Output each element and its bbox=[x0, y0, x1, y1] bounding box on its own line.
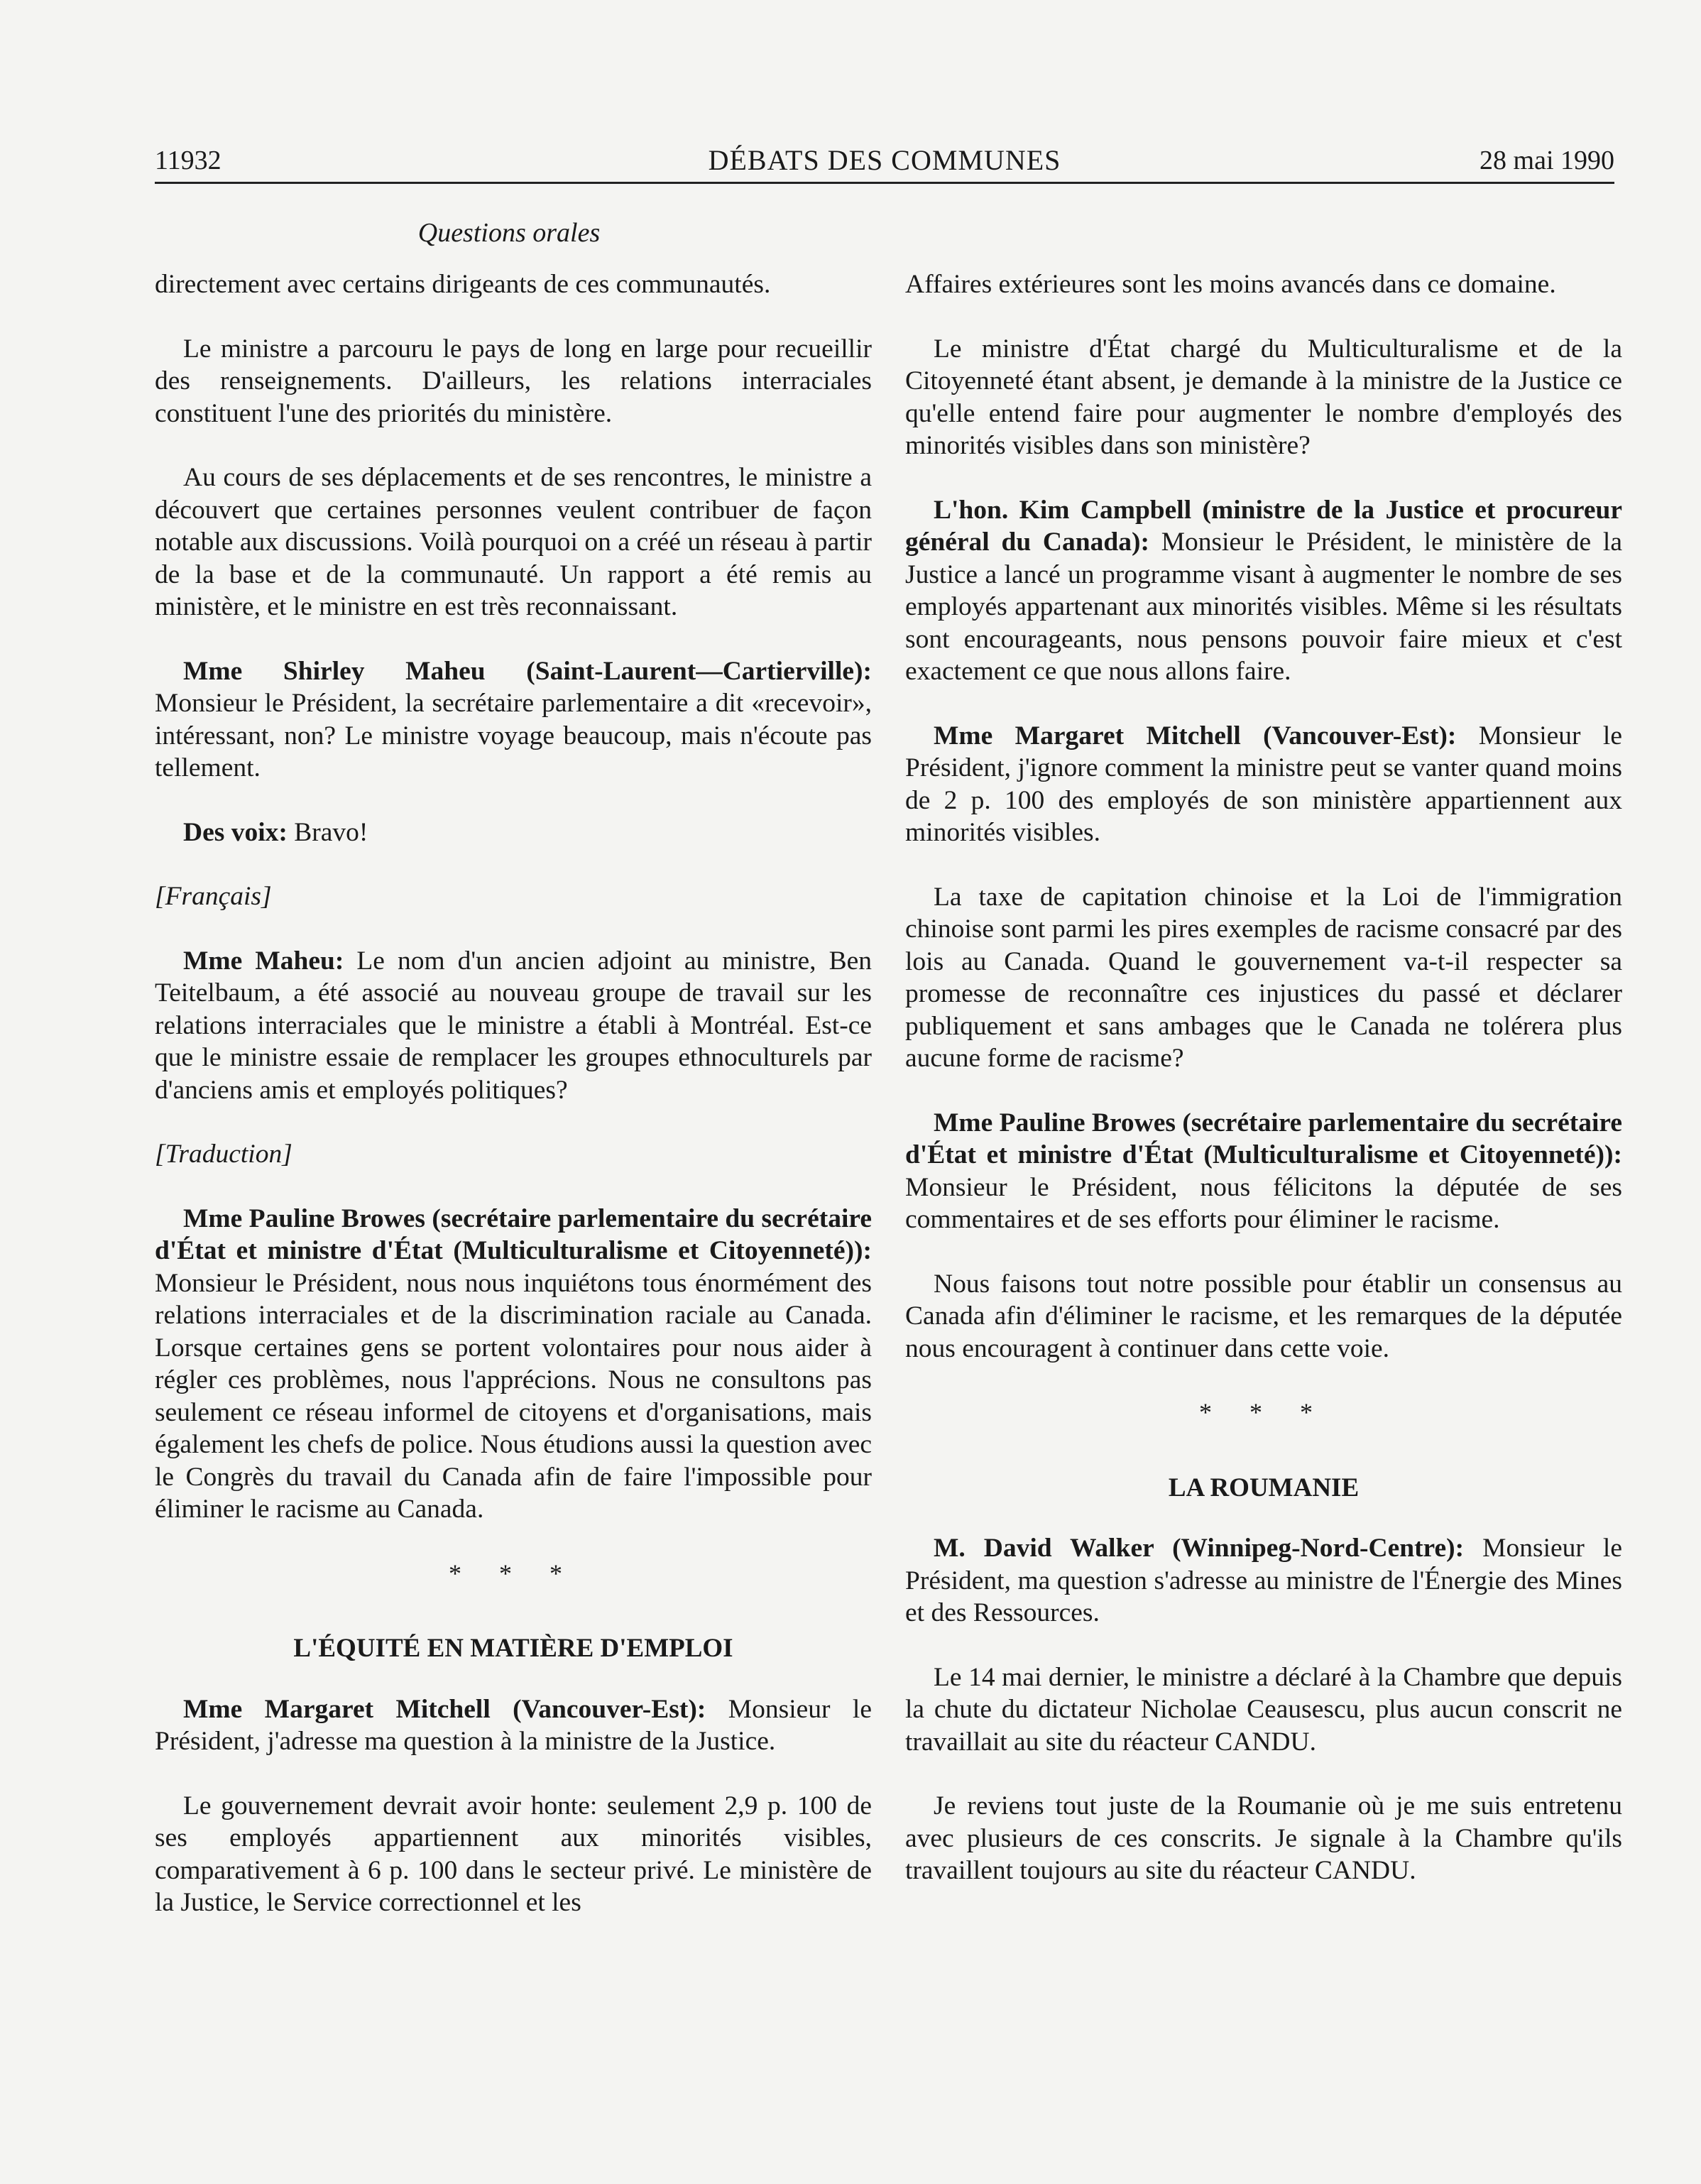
language-tag-text: [Traduction] bbox=[155, 1140, 292, 1169]
paragraph bbox=[155, 1203, 872, 1526]
paragraph-text: Le 14 mai dernier, le ministre a déclaré à la Chambre que depuis la chute du dictateur Nicholae Ceausescu, plus aucun conscrit ne travaillait au site du réacteur CANDU. bbox=[905, 1662, 1622, 1757]
right-column bbox=[905, 268, 1622, 1919]
paragraph-text: Monsieur le Président, la secrétaire parlementaire a dit «recevoir», intéressant, non? Le ministre voyage beaucoup, mais n'écoute pas tellement. bbox=[155, 689, 872, 782]
section-heading: L'ÉQUITÉ EN MATIÈRE D'EMPLOI bbox=[293, 1634, 733, 1663]
language-tag-text: [Français] bbox=[155, 882, 272, 911]
language-tag bbox=[155, 1138, 872, 1171]
section-label: Questions orales bbox=[417, 218, 601, 248]
speaker-name: L'hon. Kim Campbell (ministre de la Justice et procureur général du Canada): bbox=[905, 495, 1622, 557]
paragraph-text: Monsieur le Président, le ministère de la Justice a lancé un programme visant à augmenter le nombre de ses employés appartenant aux minorités visibles. Même si les résultats sont encourageants, nous pensons pouvoir faire mieux et c'est exactement ce que nous allons faire. bbox=[905, 528, 1622, 686]
paragraph bbox=[905, 1532, 1622, 1629]
paragraph-text: Nous faisons tout notre possible pour établir un consensus au Canada afin d'éliminer le racisme, et les remarques de la députée nous encouragent à continuer dans cette voie. bbox=[905, 1269, 1622, 1363]
paragraph bbox=[155, 462, 872, 623]
publication-date: 28 mai 1990 bbox=[1480, 146, 1614, 175]
paragraph-text: Monsieur le Président, nous félicitons la députée de ses commentaires et de ses efforts pour éliminer le racisme. bbox=[905, 1172, 1622, 1234]
paragraph-text: Monsieur le Président, j'adresse ma question à la ministre de la Justice. bbox=[155, 1694, 872, 1756]
paragraph bbox=[905, 1268, 1622, 1365]
paragraph bbox=[155, 655, 872, 785]
paragraph bbox=[905, 494, 1622, 688]
language-tag bbox=[155, 880, 872, 913]
paragraph-text: Le ministre d'État chargé du Multiculturalisme et de la Citoyenneté étant absent, je demande à la ministre de la Justice ce qu'elle entend faire pour augmenter le nombre d'employés des minorités visibles dans son ministère? bbox=[905, 334, 1622, 460]
page-header bbox=[155, 139, 1614, 184]
page-number: 11932 bbox=[155, 146, 221, 175]
speaker-name: Mme Pauline Browes (secrétaire parlementaire du secrétaire d'État et ministre d'État (Multiculturalisme et Citoyenneté)): bbox=[905, 1108, 1622, 1169]
publication-title: DÉBATS DES COMMUNES bbox=[708, 144, 1061, 176]
paragraph-text: Je reviens tout juste de la Roumanie où je me suis entretenu avec plusieurs de ces conscrits. Je signale à la Chambre qu'ils travaillent toujours au site du réacteur CANDU. bbox=[905, 1791, 1622, 1885]
paragraph bbox=[905, 881, 1622, 1075]
speaker-name: Mme Pauline Browes (secrétaire parlementaire du secrétaire d'État et ministre d'État (Multiculturalisme et Citoyenneté)): bbox=[155, 1203, 872, 1265]
speaker-name: M. David Walker (Winnipeg-Nord-Centre): bbox=[934, 1534, 1465, 1563]
paragraph-text: Monsieur le Président, nous nous inquiétons tous énormément des relations interraciales et de la discrimination raciale au Canada. Lorsque certaines gens se portent volontaires pour nous aider à régler ces problèmes, nous l'apprécions. Nous ne consultons pas seulement ce réseau informel de citoyens et d'organisations, mais également les chefs de police. Nous étudions aussi la question avec le Congrès du travail du Canada afin de faire l'impossible pour éliminer le racisme au Canada. bbox=[155, 1268, 872, 1524]
section-separator: * * * bbox=[1199, 1398, 1328, 1426]
paragraph-text: La taxe de capitation chinoise et la Loi de l'immigration chinoise sont parmi les pires exemples de racisme consacré par des lois au Canada. Quand le gouvernement va-t-il respecter sa promesse de reconnaître ces injustices du passé et déclarer publiquement et sans ambages que le Canada ne tolérera plus aucune forme de racisme? bbox=[905, 882, 1622, 1073]
paragraph-text: Bravo! bbox=[287, 817, 368, 847]
paragraph bbox=[155, 817, 872, 849]
section-separator: * * * bbox=[449, 1558, 578, 1588]
speaker-name: Mme Margaret Mitchell (Vancouver-Est): bbox=[183, 1694, 706, 1724]
paragraph bbox=[155, 333, 872, 430]
paragraph bbox=[905, 1661, 1622, 1759]
paragraph-text: Monsieur le Président, ma question s'adresse au ministre de l'Énergie des Mines et des Ressources. bbox=[905, 1534, 1622, 1627]
paragraph-text: Affaires extérieures sont les moins avancés dans ce domaine. bbox=[905, 270, 1556, 299]
paragraph bbox=[155, 1693, 872, 1758]
speaker-name: Mme Maheu: bbox=[183, 946, 344, 976]
paragraph bbox=[155, 1790, 872, 1919]
paragraph-text: directement avec certains dirigeants de ces communautés. bbox=[155, 270, 771, 299]
paragraph-text: Le ministre a parcouru le pays de long en large pour recueillir des renseignements. D'ailleurs, les relations interraciales constituent l'une des priorités du ministère. bbox=[155, 334, 872, 428]
paragraph bbox=[155, 268, 872, 301]
section-heading: LA ROUMANIE bbox=[1168, 1473, 1360, 1502]
left-column bbox=[155, 268, 872, 1951]
paragraph-text: Le gouvernement devrait avoir honte: seulement 2,9 p. 100 de ses employés appartiennent aux minorités visibles, comparativement à 6 p. 100 dans le secteur privé. Le ministère de la Justice, le Service correctionnel et les bbox=[155, 1791, 872, 1917]
paragraph-text: Le nom d'un ancien adjoint au ministre, Ben Teitelbaum, a été associé au nouveau groupe de travail sur les relations interraciales que le ministre a établi à Montréal. Est-ce que le ministre essaie de remplacer les groupes ethnoculturels par d'anciens amis et employés politiques? bbox=[155, 946, 872, 1105]
speaker-name: Mme Margaret Mitchell (Vancouver-Est): bbox=[934, 721, 1457, 750]
paragraph-text: Monsieur le Président, j'ignore comment la ministre peut se vanter quand moins de 2 p. 100 des employés de son ministère appartiennent aux minorités visibles. bbox=[905, 721, 1622, 847]
paragraph bbox=[905, 268, 1622, 301]
paragraph bbox=[905, 1790, 1622, 1887]
paragraph bbox=[905, 1107, 1622, 1236]
speaker-name: Mme Shirley Maheu (Saint-Laurent—Cartierville): bbox=[183, 656, 872, 686]
speaker-name: Des voix: bbox=[183, 817, 288, 847]
paragraph bbox=[905, 720, 1622, 849]
paragraph bbox=[905, 333, 1622, 462]
paragraph-text: Au cours de ses déplacements et de ses rencontres, le ministre a découvert que certaines personnes veulent contribuer de façon notable aux discussions. Voilà pourquoi on a créé un réseau à partir de la base et de la communauté. Un rapport a été remis au ministère, et le ministre en est très reconnaissant. bbox=[155, 463, 872, 621]
paragraph bbox=[155, 945, 872, 1107]
